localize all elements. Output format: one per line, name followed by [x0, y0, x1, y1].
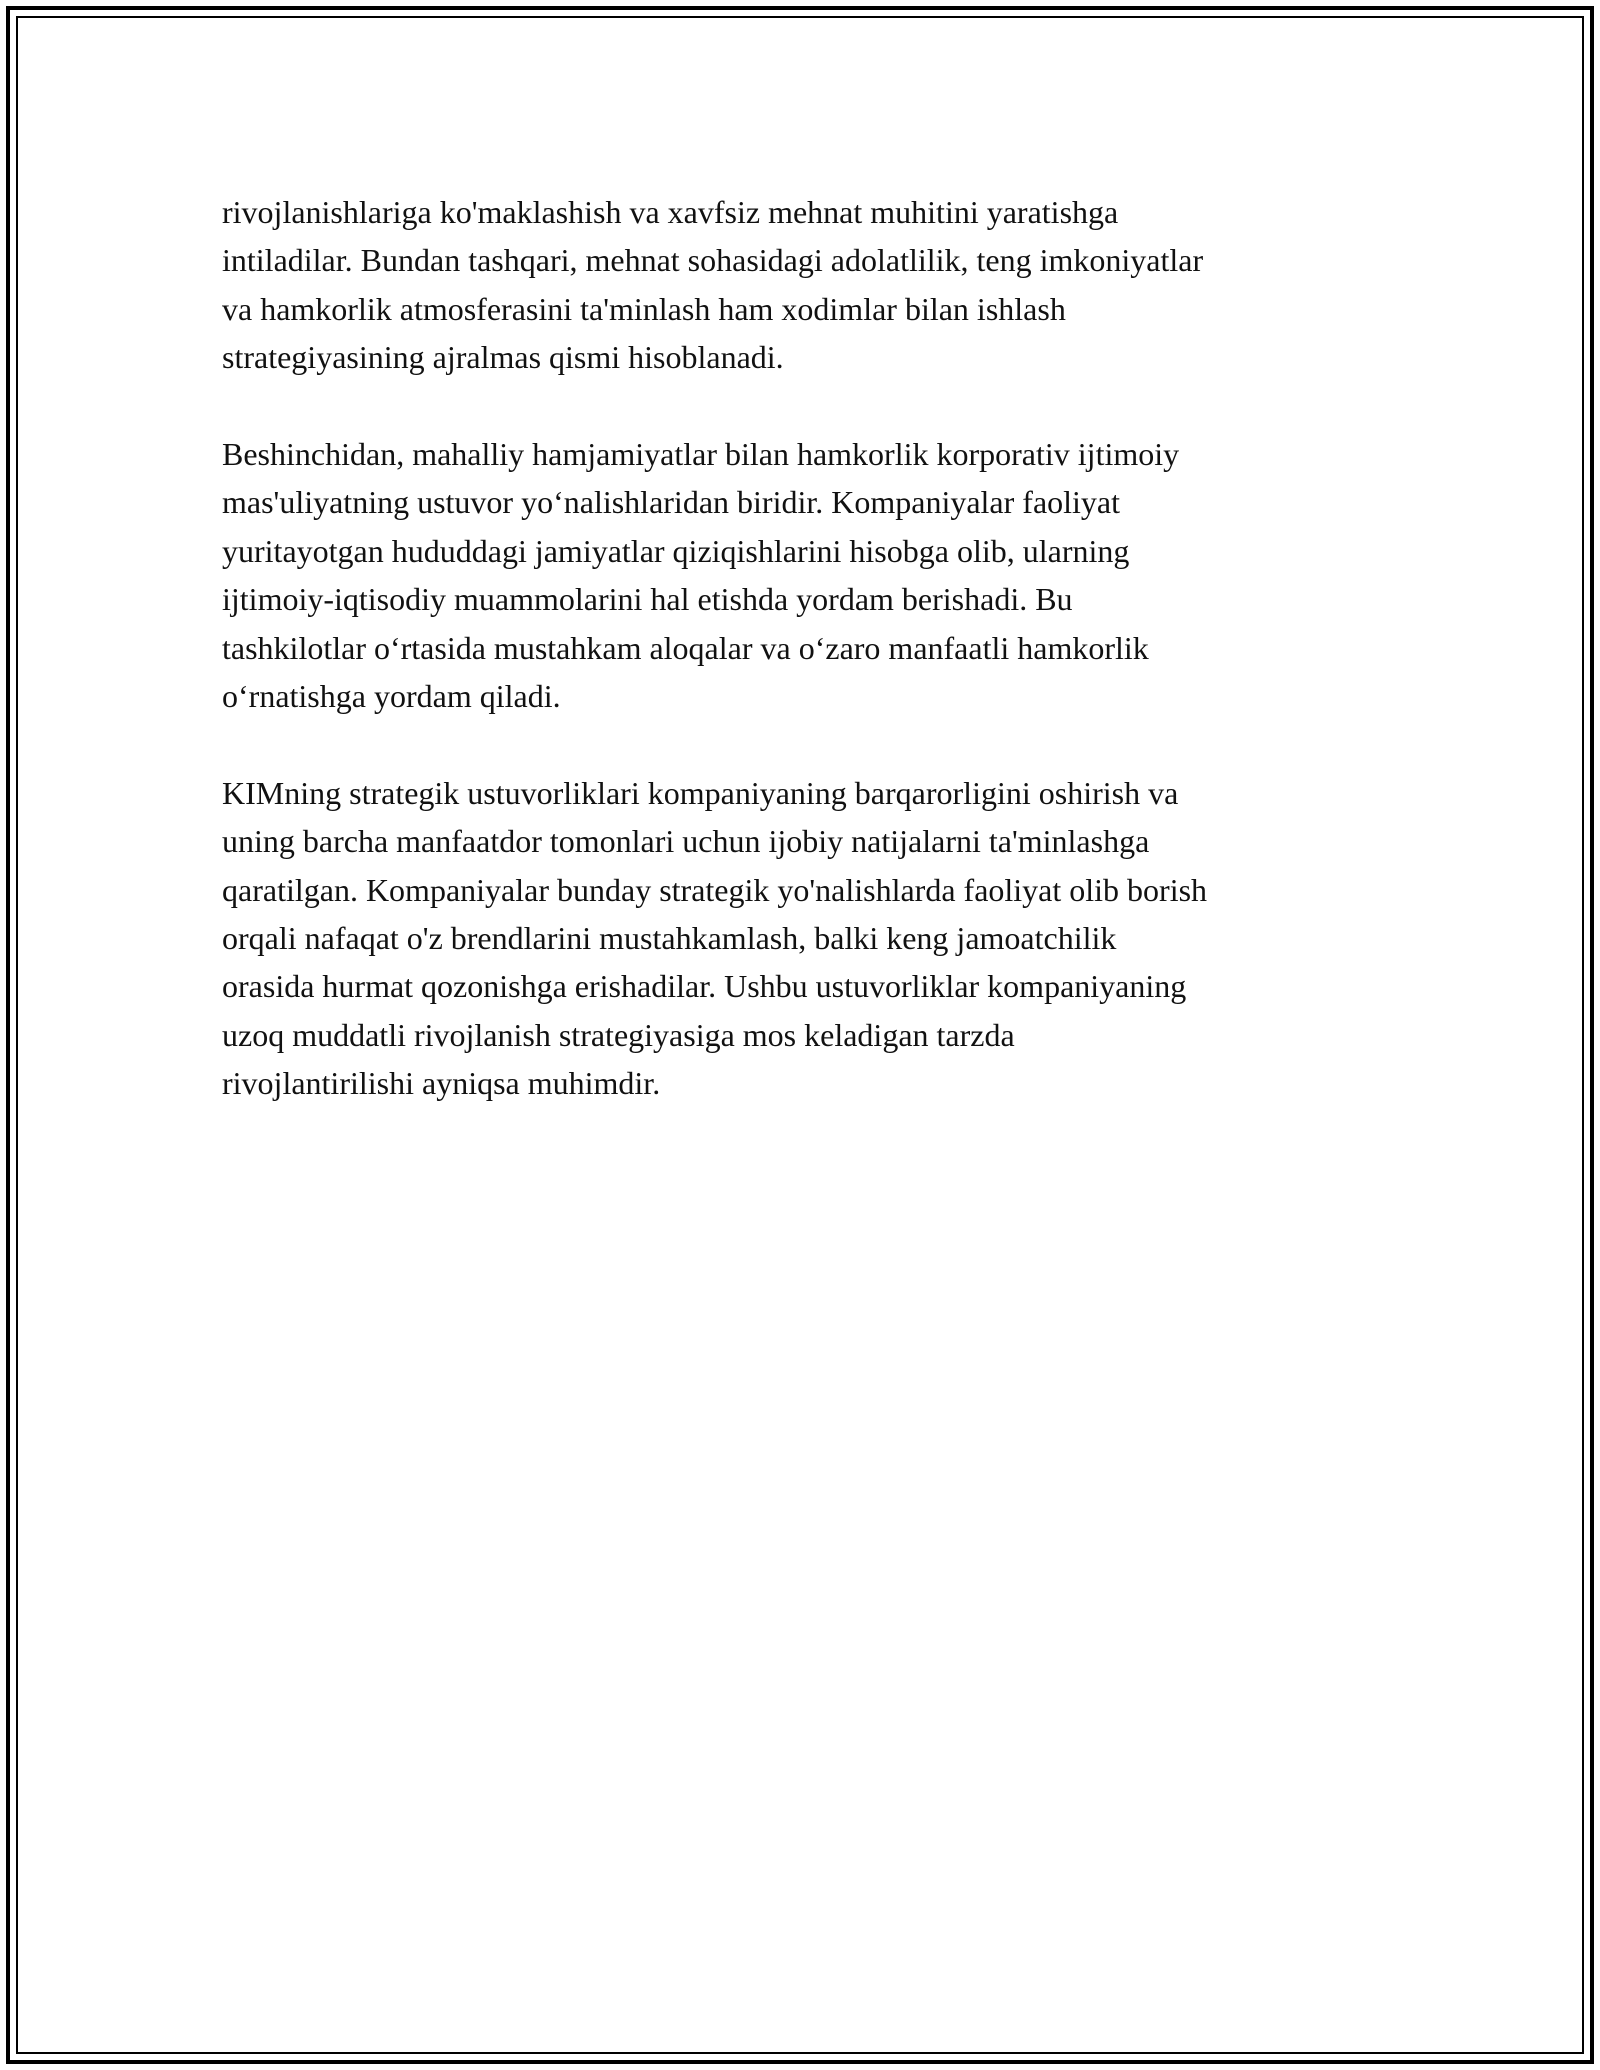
- text-line: rivojlantirilishi ayniqsa muhimdir.: [222, 1065, 661, 1102]
- text-line: KIMning strategik ustuvorliklari kompaniyaning barqarorligini oshirish va: [222, 774, 1179, 811]
- text-line: o‘rnatishga yordam qiladi.: [222, 678, 561, 715]
- text-line: yuritayotgan hududdagi jamiyatlar qiziqishlarini hisobga olib, ularning: [222, 532, 1130, 569]
- text-line: intiladilar. Bundan tashqari, mehnat sohasidagi adolatlilik, teng imkoniyatlar: [222, 242, 1204, 279]
- text-line: va hamkorlik atmosferasini ta'minlash ham xodimlar bilan ishlash: [222, 290, 1066, 327]
- text-line: mas'uliyatning ustuvor yo‘nalishlaridan biridir. Kompaniyalar faoliyat: [222, 484, 1121, 521]
- text-line: uzoq muddatli rivojlanish strategiyasiga mos keladigan tarzda: [222, 1016, 1015, 1053]
- text-line: orasida hurmat qozonishga erishadilar. Ushbu ustuvorliklar kompaniyaning: [222, 968, 1187, 1005]
- paragraph: [222, 430, 1382, 720]
- document-body: [222, 188, 1382, 1156]
- text-line: uning barcha manfaatdor tomonlari uchun ijobiy natijalarni ta'minlashga: [222, 823, 1150, 860]
- text-line: strategiyasining ajralmas qismi hisoblanadi.: [222, 339, 784, 376]
- text-line: ijtimoiy-iqtisodiy muammolarini hal etishda yordam berishadi. Bu: [222, 581, 1073, 618]
- paragraph: [222, 769, 1382, 1108]
- text-line: rivojlanishlariga ko'maklashish va xavfsiz mehnat muhitini yaratishga: [222, 194, 1119, 230]
- text-line: orqali nafaqat o'z brendlarini mustahkamlash, balki keng jamoatchilik: [222, 920, 1117, 957]
- text-line: Beshinchidan, mahalliy hamjamiyatlar bilan hamkorlik korporativ ijtimoiy: [222, 436, 1180, 473]
- paragraph: [222, 188, 1382, 382]
- text-line: qaratilgan. Kompaniyalar bunday strategik yo'nalishlarda faoliyat olib borish: [222, 871, 1208, 908]
- text-line: tashkilotlar o‘rtasida mustahkam aloqalar va o‘zaro manfaatli hamkorlik: [222, 629, 1149, 666]
